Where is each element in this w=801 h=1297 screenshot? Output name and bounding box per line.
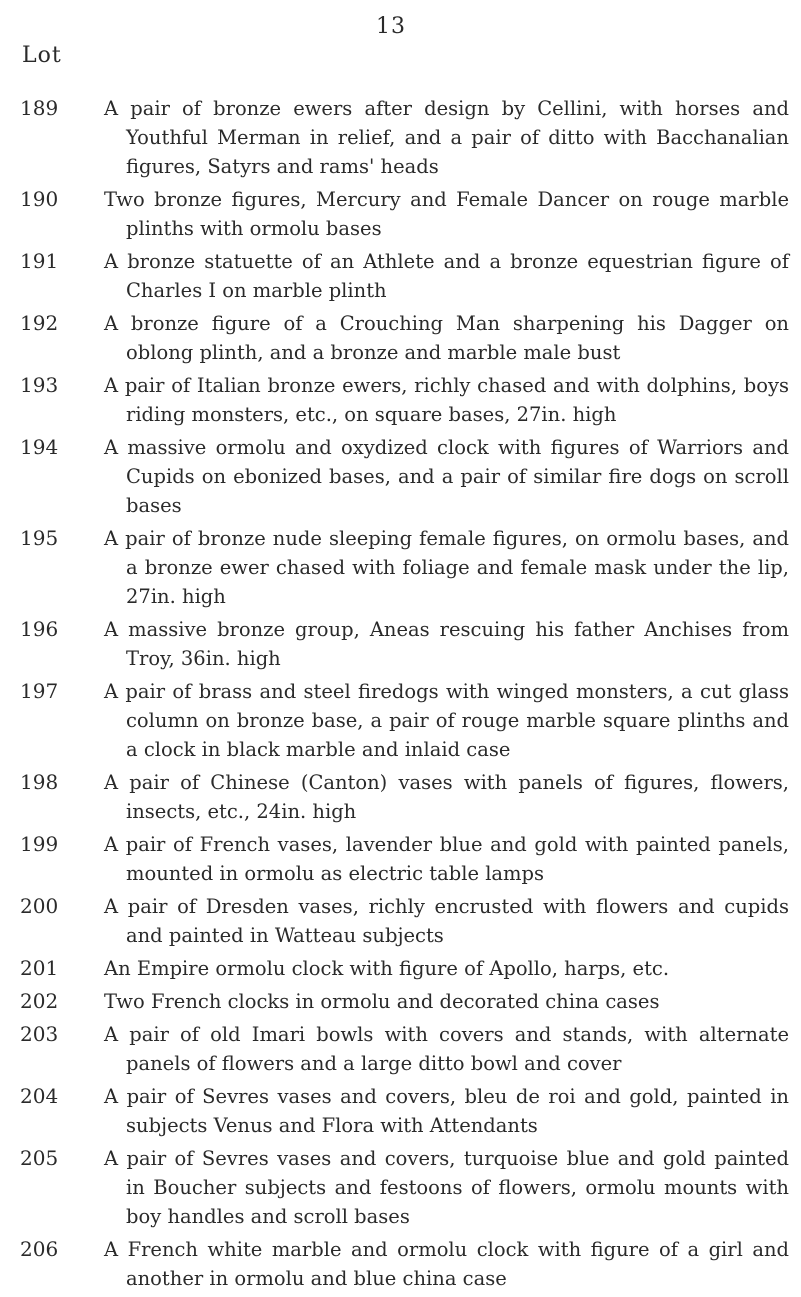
- lot-number: 197: [20, 679, 59, 703]
- lot-number: 202: [20, 989, 59, 1013]
- lot-entry: [0, 1144, 801, 1231]
- lot-entry: [0, 371, 801, 429]
- lot-number: 198: [20, 770, 59, 794]
- lot-description: A pair of bronze ewers after design by Cellini, with horses and Youthful Merman in relief, and a pair of ditto with Bacchanalian figures, Satyrs and rams' heads: [104, 97, 789, 178]
- lot-description: A pair of old Imari bowls with covers and stands, with alternate panels of flowers and a large ditto bowl and cover: [104, 1023, 789, 1075]
- lot-description: A massive ormolu and oxydized clock with figures of Warriors and Cupids on ebonized bases, and a pair of similar fire dogs on scroll bases: [104, 436, 789, 517]
- lot-description: A pair of Sevres vases and covers, turquoise blue and gold painted in Boucher subjects and festoons of flowers, ormolu mounts with boy handles and scroll bases: [104, 1147, 789, 1228]
- lot-entry: [0, 1020, 801, 1078]
- lot-entry: [0, 768, 801, 826]
- lot-number: 199: [20, 832, 59, 856]
- lot-entry: [0, 185, 801, 243]
- lot-entry: [0, 954, 801, 983]
- lot-number: 206: [20, 1237, 59, 1261]
- page-number: 13: [376, 14, 406, 39]
- lot-entry: [0, 433, 801, 520]
- lot-description: Two French clocks in ormolu and decorated china cases: [104, 990, 660, 1013]
- lot-entry: [0, 615, 801, 673]
- lot-entry: [0, 677, 801, 764]
- lot-entry: [0, 1235, 801, 1293]
- lot-number: 205: [20, 1146, 59, 1170]
- lot-number: 203: [20, 1022, 59, 1046]
- lot-description: A pair of French vases, lavender blue and gold with painted panels, mounted in ormolu as electric table lamps: [104, 833, 789, 885]
- lot-entry: [0, 830, 801, 888]
- lot-description: A massive bronze group, Aneas rescuing his father Anchises from Troy, 36in. high: [104, 618, 789, 670]
- lot-description: A pair of Dresden vases, richly encrusted with flowers and cupids and painted in Watteau subjects: [104, 895, 789, 947]
- lot-number: 200: [20, 894, 59, 918]
- lot-list: [0, 94, 801, 1297]
- lot-entry: [0, 1082, 801, 1140]
- lot-number: 195: [20, 526, 59, 550]
- lot-entry: [0, 94, 801, 181]
- lot-description: An Empire ormolu clock with figure of Apollo, harps, etc.: [104, 957, 670, 980]
- lot-number: 201: [20, 956, 59, 980]
- lot-entry: [0, 892, 801, 950]
- lot-description: A pair of Chinese (Canton) vases with panels of figures, flowers, insects, etc., 24in. high: [104, 771, 789, 823]
- lot-column-header: Lot: [22, 43, 62, 68]
- lot-description: A pair of Italian bronze ewers, richly chased and with dolphins, boys riding monsters, etc., on square bases, 27in. high: [104, 374, 789, 426]
- lot-entry: [0, 247, 801, 305]
- lot-description: A bronze figure of a Crouching Man sharpening his Dagger on oblong plinth, and a bronze and marble male bust: [104, 312, 789, 364]
- lot-description: A pair of Sevres vases and covers, bleu de roi and gold, painted in subjects Venus and Flora with Attendants: [104, 1085, 789, 1137]
- lot-number: 204: [20, 1084, 59, 1108]
- lot-number: 189: [20, 96, 59, 120]
- lot-number: 192: [20, 311, 59, 335]
- lot-description: A French white marble and ormolu clock with figure of a girl and another in ormolu and blue china case: [104, 1238, 789, 1290]
- lot-description: A pair of bronze nude sleeping female figures, on ormolu bases, and a bronze ewer chased with foliage and female mask under the lip, 27in. high: [104, 527, 789, 608]
- lot-entry: [0, 987, 801, 1016]
- lot-number: 194: [20, 435, 59, 459]
- lot-description: A pair of brass and steel firedogs with winged monsters, a cut glass column on bronze base, a pair of rouge marble square plinths and a clock in black marble and inlaid case: [104, 680, 789, 761]
- lot-number: 191: [20, 249, 59, 273]
- lot-number: 196: [20, 617, 59, 641]
- lot-description: Two bronze figures, Mercury and Female Dancer on rouge marble plinths with ormolu bases: [104, 188, 789, 240]
- lot-number: 193: [20, 373, 59, 397]
- lot-entry: [0, 309, 801, 367]
- lot-description: A bronze statuette of an Athlete and a bronze equestrian figure of Charles I on marble plinth: [104, 250, 789, 302]
- lot-number: 190: [20, 187, 59, 211]
- lot-entry: [0, 524, 801, 611]
